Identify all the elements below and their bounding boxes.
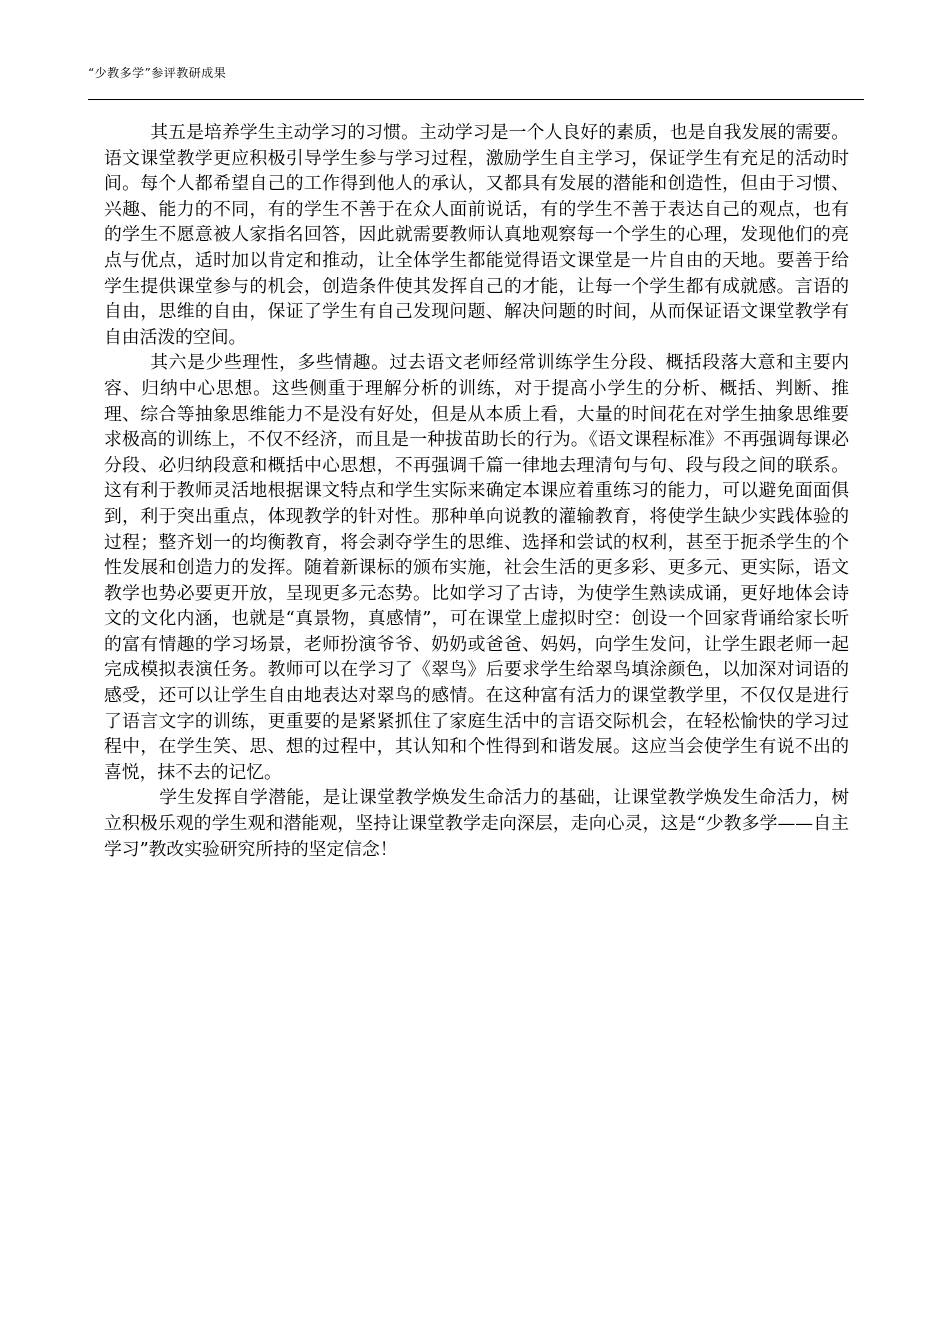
paragraph-less-reason-more-interest: 其六是少些理性，多些情趣。过去语文老师经常训练学生分段、概括段落大意和主要内容、归纳中心思想。这些侧重于理解分析的训练，对于提高小学生的分析、概括、判断、推理、综合等抽象思维能力不是没有好处，但是从本质上看，大量的时间花在对学生抽象思维要求极高的训练上，不仅不经济，而且是一种拔苗助长的行为。《语文课程标准》不再强调每课必分段、必归纳段意和概括中心思想，不再强调千篇一律地去理清句与句、段与段之间的联系。这有利于教师灵活地根据课文特点和学生实际来确定本课应着重练习的能力，可以避免面面俱到，利于突出重点，体现教学的针对性。那种单向说教的灌输教育，将使学生缺少实践体验的过程；整齐划一的均衡教育，将会剥夺学生的思维、选择和尝试的权利，甚至于扼杀学生的个性发展和创造力的发挥。随着新课标的颁布实施，社会生活的更多彩、更多元、更实际，语文教学也势必要更开放，呈现更多元态势。比如学习了古诗，为使学生熟读成诵，更好地体会诗文的文化内涵，也就是“真景物，真感情”，可在课堂上虚拟时空：创设一个回家背诵给家长听的富有情趣的学习场景，老师扮演爷爷、奶奶或爸爸、妈妈，向学生发问，让学生跟老师一起完成模拟表演任务。教师可以在学习了《翠鸟》后要求学生给翠鸟填涂颜色，以加深对词语的感受，还可以让学生自由地表达对翠鸟的感情。在这种富有活力的课堂教学里，不仅仅是进行了语言文字的训练，更重要的是紧紧抓住了家庭生活中的言语交际机会，在轻松愉快的学习过程中，在学生笑、思、想的过程中，其认知和个性得到和谐发展。这应当会使学生有说不出的喜悦，抹不去的记忆。 [104,352,849,783]
paragraph-conclusion: 学生发挥自学潜能，是让课堂教学焕发生命活力的基础，让课堂教学焕发生命活力，树立积极乐观的学生观和潜能观，坚持让课堂教学走向深层，走向心灵，这是“少教多学——自主学习”教改实验研究所持的坚定信念！ [104,787,849,860]
document-body [104,120,849,862]
paragraph-habit-active-learning: 其五是培养学生主动学习的习惯。主动学习是一个人良好的素质，也是自我发展的需要。语文课堂教学更应积极引导学生参与学习过程，激励学生自主学习，保证学生有充足的活动时间。每个人都希望自己的工作得到他人的承认，又都具有发展的潜能和创造性，但由于习惯、兴趣、能力的不同，有的学生不善于在众人面前说话，有的学生不善于表达自己的观点，也有的学生不愿意被人家指名回答，因此就需要教师认真地观察每一个学生的心理，发现他们的亮点与优点，适时加以肯定和推动，让全体学生都能觉得语文课堂是一片自由的天地。要善于给学生提供课堂参与的机会，创造条件使其发挥自己的才能，让每一个学生都有成就感。言语的自由，思维的自由，保证了学生有自己发现问题、解决问题的时间，从而保证语文课堂教学有自由活泼的空间。 [104,122,849,348]
running-header: “少教多学”参评教研成果 [88,66,227,80]
header-divider [88,99,864,100]
